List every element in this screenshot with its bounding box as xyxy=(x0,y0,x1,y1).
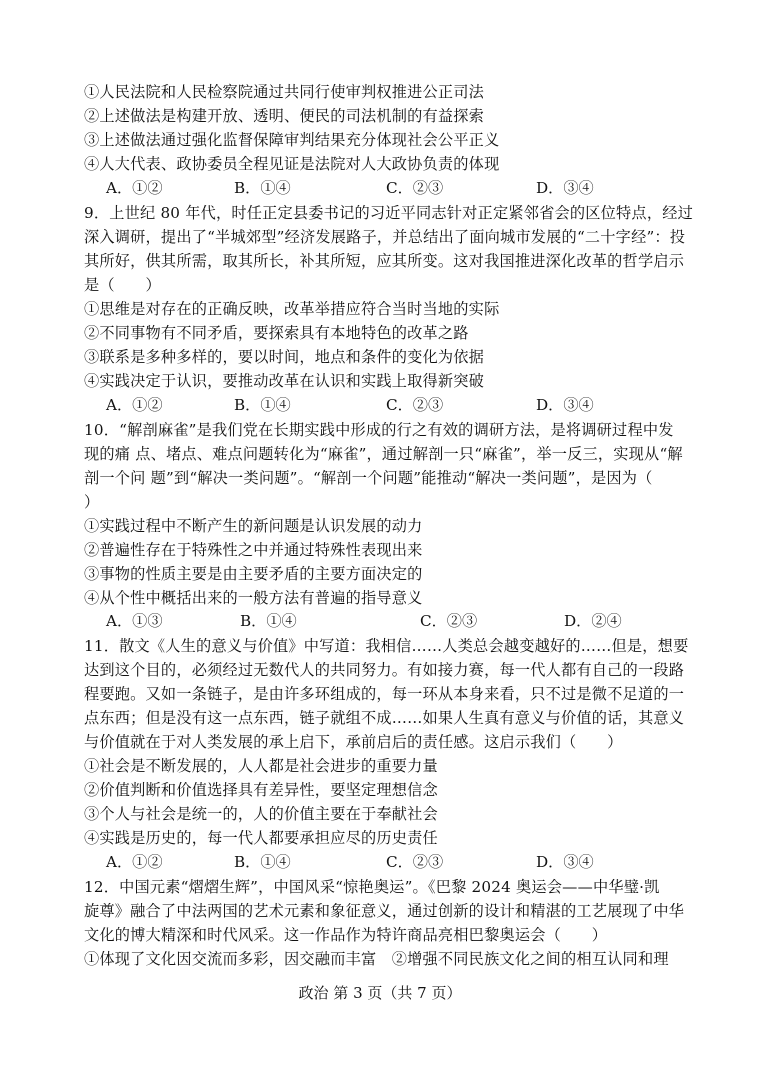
q10-stem-line-4: ） xyxy=(84,493,100,511)
q8-options xyxy=(84,176,684,200)
q10-option-d: D．②④ xyxy=(564,612,622,630)
q12-stem-line-2: 旋尊》融合了中法两国的艺术元素和象征意义，通过创新的设计和精湛的工艺展现了中华 xyxy=(84,902,685,920)
q10-statement-4: ④从个性中概括出来的一般方法有普遍的指导意义 xyxy=(84,589,423,607)
q11-stem-line-2: 达到这个目的，必须经过无数代人的共同努力。有如接力赛，每一代人都有自己的一段路 xyxy=(84,661,685,679)
q10-option-a: A．①③ xyxy=(106,612,163,630)
q11-option-d: D．③④ xyxy=(536,853,594,871)
q9-statement-3: ③联系是多种多样的，要以时间，地点和条件的变化为依据 xyxy=(84,348,485,366)
q9-option-b: B．①④ xyxy=(234,396,291,414)
q9-stem-line-2: 深入调研，提出了“半城郊型”经济发展路子，并总结出了面向城市发展的“二十字经”：投 xyxy=(84,228,686,246)
q12-stem-line-1: 12．中国元素“熠熠生辉”，中国风采“惊艳奥运”。《巴黎 2024 奥运会——中华璧·凯 xyxy=(84,878,660,896)
q10-statement-1: ①实践过程中不断产生的新问题是认识发展的动力 xyxy=(84,517,423,535)
q8-statement-3: ③上述做法通过强化监督保障审判结果充分体现社会公平正义 xyxy=(84,131,500,149)
q11-options xyxy=(84,850,684,874)
q8-option-c: C．②③ xyxy=(386,179,444,197)
q9-statement-1: ①思维是对存在的正确反映，改革举措应符合当时当地的实际 xyxy=(84,300,500,318)
q10-stem-line-1: 10．“解剖麻雀”是我们党在长期实践中形成的行之有效的调研方法，是将调研过程中发 xyxy=(84,421,674,439)
q9-option-a: A．①② xyxy=(106,396,163,414)
q8-option-d: D．③④ xyxy=(536,179,594,197)
q10-statement-3: ③事物的性质主要是由主要矛盾的主要方面决定的 xyxy=(84,565,423,583)
q8-option-b: B．①④ xyxy=(234,179,291,197)
q10-options xyxy=(84,609,684,633)
q11-statement-4: ④实践是历史的，每一代人都要承担应尽的历史责任 xyxy=(84,829,438,847)
q11-option-c: C．②③ xyxy=(386,853,444,871)
q11-stem-line-5: 与价值就在于对人类发展的承上启下，承前启后的责任感。这启示我们（ ） xyxy=(84,733,623,751)
q8-option-a: A．①② xyxy=(106,179,163,197)
q9-statement-2: ②不同事物有不同矛盾，要探索具有本地特色的改革之路 xyxy=(84,324,469,342)
q11-statement-1: ①社会是不断发展的，人人都是社会进步的重要力量 xyxy=(84,757,438,775)
q9-stem-line-1: 9．上世纪 80 年代，时任正定县委书记的习近平同志针对正定紧邻省会的区位特点，经过 xyxy=(84,204,693,222)
q9-stem-line-4: 是（ ） xyxy=(84,276,161,294)
q12-statement-1-2: ①体现了文化因交流而多彩，因交融而丰富 ②增强不同民族文化之间的相互认同和理 xyxy=(84,950,669,968)
q9-options xyxy=(84,393,684,417)
q10-stem-line-3: 剖一个问 题”到“解决一类问题”。“解剖一个问题”能推动“解决一类问题”，是因为（ xyxy=(84,469,653,487)
q11-option-a: A．①② xyxy=(106,853,163,871)
q9-option-d: D．③④ xyxy=(536,396,594,414)
q11-stem-line-4: 点东西；但是没有这一点东西，链子就组不成……如果人生真有意义与价值的话，其意义 xyxy=(84,709,685,727)
q8-statement-4: ④人大代表、政协委员全程见证是法院对人大政协负责的体现 xyxy=(84,155,500,173)
q11-option-b: B．①④ xyxy=(234,853,291,871)
q11-stem-line-1: 11．散文《人生的意义与价值》中写道：我相信……人类总会越变越好的……但是，想要 xyxy=(84,637,689,655)
q12-stem-line-3: 文化的博大精深和时代风采。这一作品作为特许商品亮相巴黎奥运会（ ） xyxy=(84,926,608,944)
q10-option-b: B．①④ xyxy=(240,612,297,630)
q11-statement-3: ③个人与社会是统一的，人的价值主要在于奉献社会 xyxy=(84,805,438,823)
q9-statement-4: ④实践决定于认识，要推动改革在认识和实践上取得新突破 xyxy=(84,372,485,390)
q10-statement-2: ②普遍性存在于特殊性之中并通过特殊性表现出来 xyxy=(84,541,423,559)
q8-statement-2: ②上述做法是构建开放、透明、便民的司法机制的有益探索 xyxy=(84,107,485,125)
q11-statement-2: ②价值判断和价值选择具有差异性，要坚定理想信念 xyxy=(84,781,438,799)
page-footer: 政治 第 3 页（共 7 页） xyxy=(298,984,462,1002)
q11-stem-line-3: 程要跑。又如一条链子，是由许多环组成的，每一环从本身来看，只不过是微不足道的一 xyxy=(84,685,685,703)
q8-statement-1: ①人民法院和人民检察院通过共同行使审判权推进公正司法 xyxy=(84,83,485,101)
q10-stem-line-2: 现的痛 点、堵点、难点问题转化为“麻雀”，通过解剖一只“麻雀”，举一反三，实现从“解 xyxy=(84,445,683,463)
q9-option-c: C．②③ xyxy=(386,396,444,414)
q10-option-c: C．②③ xyxy=(420,612,478,630)
q9-stem-line-3: 其所好，供其所需，取其所长，补其所短，应其所变。这对我国推进深化改革的哲学启示 xyxy=(84,252,685,270)
